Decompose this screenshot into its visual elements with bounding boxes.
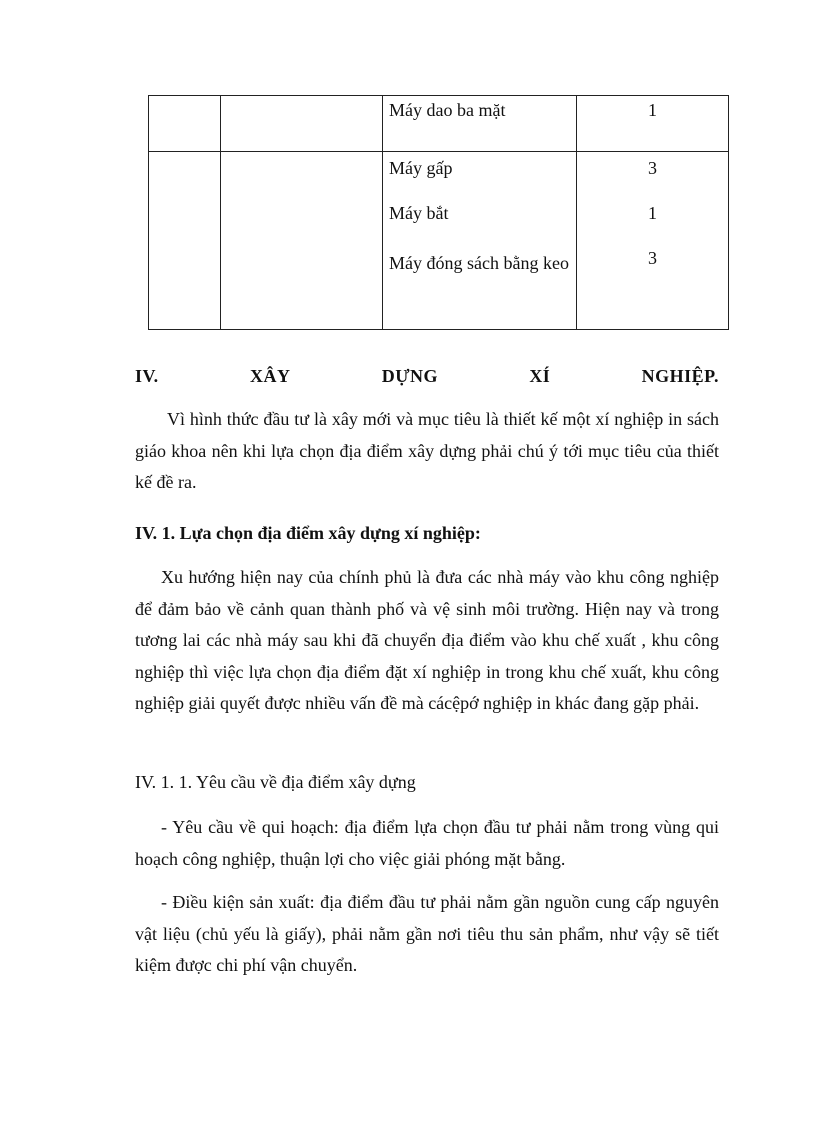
section-heading — [135, 366, 719, 387]
intro-paragraph: Vì hình thức đầu tư là xây mới và mục tiêu là thiết kế một xí nghiệp in sách giáo khoa nên khi lựa chọn địa điểm xây dựng phải chú ý tới mục tiêu của thiết kế đề ra. — [135, 409, 719, 492]
body-paragraph: Xu hướng hiện nay của chính phủ là đưa các nhà máy vào khu công nghiệp để đảm bảo về cảnh quan thành phố và vệ sinh môi trường. Hiện nay và trong tương lai các nhà máy sau khi đã chuyển địa điểm vào khu chế xuất , khu công nghiệp thì việc lựa chọn địa điểm đặt xí nghiệp in trong khu chế xuất, khu công nghiệp giải quyết được nhiều vấn đề mà cácệpớ nghiệp in khác đang gặp phải. — [135, 567, 719, 713]
table-cell-empty — [149, 152, 221, 330]
equipment-qty: 1 — [648, 203, 657, 223]
equipment-qty-cell — [577, 152, 729, 330]
equipment-qty: 3 — [648, 248, 657, 268]
equipment-name: Máy dao ba mặt — [389, 100, 506, 120]
equipment-qty: 1 — [648, 100, 657, 120]
table-row — [149, 96, 729, 152]
heading-word: XÍ — [529, 366, 551, 386]
subsubsection-title: IV. 1. 1. Yêu cầu về địa điểm xây dựng — [135, 772, 416, 792]
table-cell-empty — [221, 152, 383, 330]
equipment-name: Máy đóng sách bằng keo — [389, 253, 569, 273]
table-cell-empty — [149, 96, 221, 152]
heading-word: NGHIỆP. — [641, 366, 719, 386]
heading-word: DỰNG — [381, 366, 439, 386]
subsection-title: IV. 1. Lựa chọn địa điểm xây dựng xí nghiệp: — [135, 523, 481, 543]
equipment-qty: 3 — [648, 158, 657, 178]
equipment-qty-cell — [577, 96, 729, 152]
requirement-paragraph: - Yêu cầu về qui hoạch: địa điểm lựa chọn đầu tư phải nằm trong vùng qui hoạch công nghiệp, thuận lợi cho việc giải phóng mặt bằng. — [135, 817, 719, 869]
heading-word: XÂY — [249, 366, 291, 386]
table-cell-empty — [221, 96, 383, 152]
equipment-name: Máy bắt — [389, 203, 449, 223]
table-row — [149, 152, 729, 330]
equipment-table — [148, 95, 729, 330]
requirement-paragraph: - Điều kiện sản xuất: địa điểm đầu tư phải nằm gần nguồn cung cấp nguyên vật liệu (chủ yếu là giấy), phải nằm gần nơi tiêu thu sản phẩm, như vậy sẽ tiết kiệm được chi phí vận chuyển. — [135, 892, 719, 975]
equipment-name: Máy gấp — [389, 158, 453, 178]
heading-word: IV. — [135, 366, 159, 386]
equipment-name-cell — [383, 96, 577, 152]
equipment-name-cell — [383, 152, 577, 330]
